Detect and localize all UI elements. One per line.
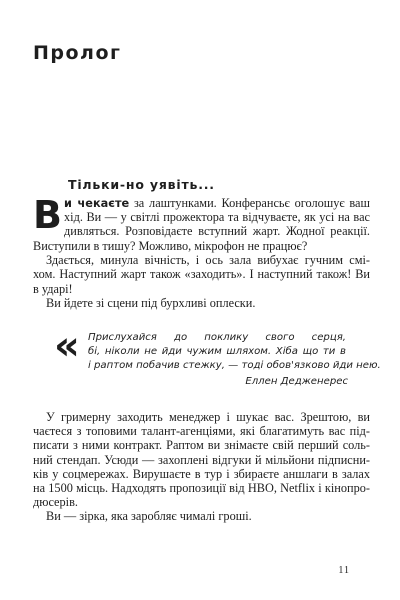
- text-line: Виступили в тишу? Можливо, мікрофон не працює?: [33, 239, 308, 253]
- text-line: Здається, минула вічність, і ось зала вибухає гучним смі-: [46, 253, 370, 268]
- text-line: дюсерів.: [33, 495, 78, 510]
- section-heading: Тільки-но уявіть...: [68, 177, 215, 192]
- quote-author: Еллен Дедженерес: [245, 376, 348, 387]
- text-line: на 1500 місць. Надходять пропозиції від HBO, Netflix і кінопро-: [33, 480, 370, 495]
- page-number: 11: [338, 565, 350, 576]
- text-line: писати з ними контракт. Раптом ви знімаєте свій перший соль-: [33, 438, 370, 453]
- quote-line: і раптом побачив стежку, — тоді обов'язково йди нею.: [88, 360, 381, 372]
- quote-line: Прислухайся до поклику свого серця,: [88, 332, 346, 343]
- epigraph-quote: [88, 331, 381, 374]
- quote-mark-icon: «: [54, 323, 80, 369]
- text-line: дивляться. Розповідаєте вступний жарт. Жодної реакції.: [64, 224, 370, 239]
- text-line: Ви — зірка, яка заробляє чималі гроші.: [46, 509, 252, 524]
- text-fragment: за лаштунками. Конферансьє оголошує ваш: [133, 196, 370, 210]
- text-line: ків у соцмережах. Вирушаєте в тур і збираєте аншлаги в залах: [33, 466, 370, 481]
- text-line: в ударі!: [33, 281, 73, 296]
- chapter-title: Пролог: [33, 42, 122, 64]
- text-line: У гримерну заходить менеджер і шукає вас. Зрештою, ви: [46, 410, 370, 424]
- text-line: хід. Ви — у світлі прожектора та відчуваєте, як усі на вас: [64, 210, 370, 225]
- text-line: хом. Наступний жарт також «заходить». І наступний також! Ви: [33, 267, 370, 282]
- text-line: [64, 196, 370, 210]
- text-line: Ви йдете зі сцени під бурхливі оплески.: [46, 295, 256, 310]
- body-paragraph: [33, 410, 370, 524]
- drop-cap: В: [33, 193, 62, 237]
- quote-line: бі, ніколи не йди чужим шляхом. Хіба що ти в: [88, 346, 346, 358]
- bold-lead: и чекаєте: [64, 197, 130, 210]
- text-line: ний стендап. Усюди — захоплені відгуки й мільйони підписни-: [33, 452, 370, 467]
- text-line: чаєтеся з топовими талант-агенціями, які благатимуть вас під-: [33, 424, 370, 439]
